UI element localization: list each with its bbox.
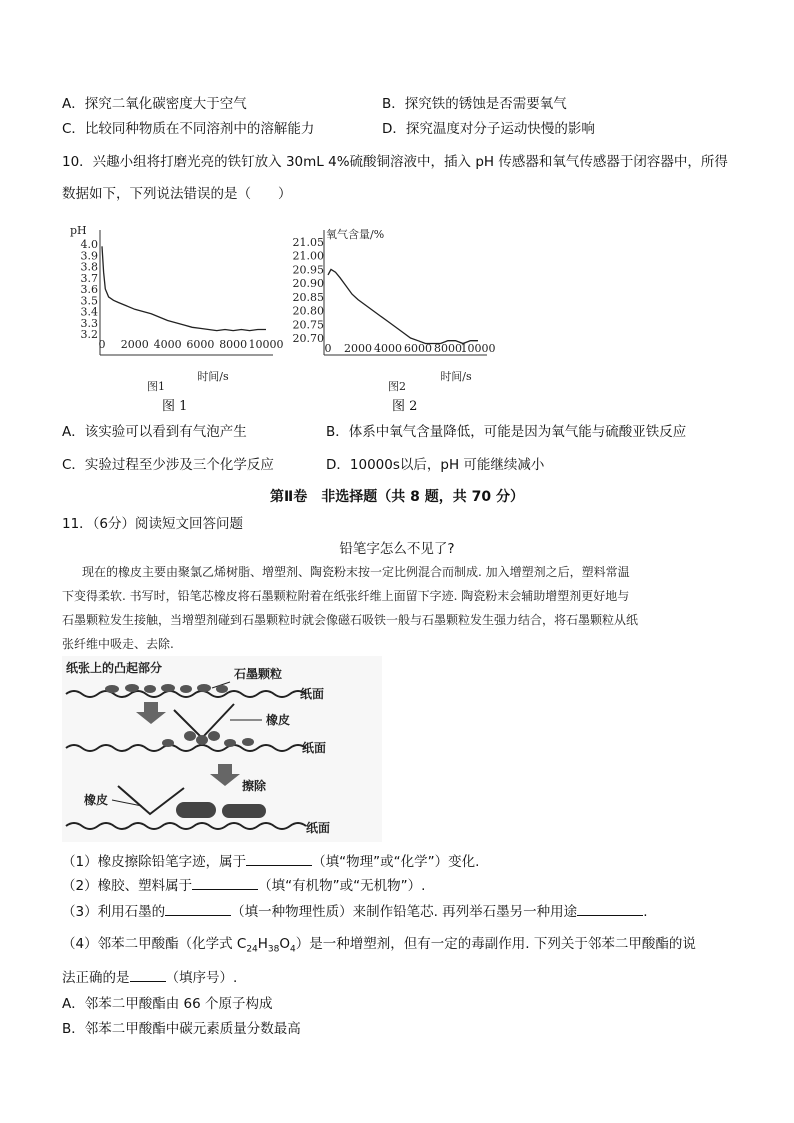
q11-sub2-text-a: （2）橡胶、塑料属于 <box>62 878 193 894</box>
c1-xtick-label: 2000 <box>120 338 149 351</box>
c1-ytick-label: 3.7 <box>80 271 98 285</box>
c2-ytick-label: 20.95 <box>292 263 324 277</box>
q11-sub1 <box>62 850 479 870</box>
c1-ytick-label: 4.0 <box>80 238 98 251</box>
diagram-label-graphite: 石墨颗粒 <box>234 667 283 681</box>
article-line1: 现在的橡皮主要由聚氯乙烯树脂、增塑剂、陶瓷粉末按一定比例混合而制成. 加入增塑剂之后，塑料常温 <box>82 565 630 579</box>
q11-sub4-line2 <box>62 966 237 986</box>
q10-stem-line2: 数据如下，下列说法错误的是（ ） <box>62 186 292 202</box>
formula-subscript-o: 4 <box>290 944 296 955</box>
figure1-caption: 图 1 <box>162 399 188 414</box>
diagram-label-eraser-1: 橡皮 <box>266 713 291 727</box>
q11-sub3-text-a: （3）利用石墨的 <box>62 904 166 920</box>
c2-xtick-label: 4000 <box>374 342 402 355</box>
q9-option-c: C．比较同种物质在不同溶剂中的溶解能力 <box>62 121 315 137</box>
c1-xtick-label: 6000 <box>186 338 215 351</box>
formula-h: H <box>257 936 268 952</box>
q11-sub3 <box>62 900 647 920</box>
diagram-label-remove: 擦除 <box>242 779 267 793</box>
c2-xtick-label: 0 <box>324 342 332 355</box>
oxygen-chart-ylabel: 氧气含量/% <box>326 228 385 241</box>
q9-option-d: D．探究温度对分子运动快慢的影响 <box>382 121 595 137</box>
c1-xtick-label: 0 <box>98 338 106 351</box>
q11-sub4-text-a: （4）邻苯二甲酸酯（化学式 C <box>62 936 247 952</box>
oxygen-chart-xlabel: 时间/s <box>440 370 472 383</box>
oxygen-chart-inner-caption: 图2 <box>388 380 406 392</box>
c2-ytick-label: 21.05 <box>292 236 324 249</box>
q10-option-b: B．体系中氧气含量降低，可能是因为氧气能与硫酸亚铁反应 <box>326 424 687 440</box>
formula-subscript-c: 24 <box>246 944 258 955</box>
c1-xtick-label: 10000 <box>248 338 283 351</box>
q10-stem-line1: 10．兴趣小组将打磨光亮的铁钉放入 30mL 4%硫酸铜溶液中，插入 pH 传感器和氧气传感器于闭容器中，所得 <box>62 154 728 170</box>
q11-stem: 11．（6分）阅读短文回答问题 <box>62 516 244 532</box>
diagram-label-paper-3: 纸面 <box>306 821 331 835</box>
c2-ytick-label: 21.00 <box>292 249 324 263</box>
q11-sub3-text-c: . <box>643 904 648 920</box>
ph-chart-xlabel: 时间/s <box>197 370 229 383</box>
q10-option-c: C．实验过程至少涉及三个化学反应 <box>62 457 274 473</box>
q11-sub4-blank[interactable] <box>130 967 166 982</box>
q11-sub4-line2-text-b: （填序号）. <box>165 970 238 986</box>
ph-chart <box>68 210 283 392</box>
diagram-label-paper-bump: 纸张上的凸起部分 <box>66 661 163 675</box>
oxygen-chart <box>282 212 497 392</box>
oxygen-chart-series-line <box>328 269 478 343</box>
article-title: 铅笔字怎么不见了? <box>339 541 455 557</box>
formula-o: O <box>279 936 291 952</box>
ph-chart-series-line <box>102 246 266 330</box>
q11-sub1-blank[interactable] <box>246 851 312 866</box>
c2-ytick-label: 20.75 <box>292 318 324 332</box>
q9-option-b: B．探究铁的锈蚀是否需要氧气 <box>382 96 567 112</box>
c1-xtick-label: 4000 <box>153 338 182 351</box>
q11-sub4-text-b: ）是一种增塑剂，但有一定的毒副作用. 下列关于邻苯二甲酸酯的说 <box>295 936 696 952</box>
c2-xtick-label: 8000 <box>434 342 462 355</box>
c2-ytick-label: 20.85 <box>292 290 324 304</box>
article-line4: 张纤维中吸走、去除. <box>62 637 174 651</box>
ph-chart-inner-caption: 图1 <box>147 380 165 392</box>
section2-title: 第Ⅱ卷 非选择题（共 8 题，共 70 分） <box>270 489 524 505</box>
c1-ytick-label: 3.2 <box>80 328 98 341</box>
c2-ytick-label: 20.90 <box>292 277 324 291</box>
c1-ytick-label: 3.8 <box>80 260 98 274</box>
c1-ytick-label: 3.4 <box>80 305 98 319</box>
q11-sub3-blank-2[interactable] <box>577 901 643 916</box>
q11-sub1-text-a: （1）橡皮擦除铅笔字迹，属于 <box>62 854 247 870</box>
figure2-caption: 图 2 <box>392 399 418 414</box>
q11-sub2-text-b: （填“有机物”或“无机物”）. <box>258 878 426 894</box>
c1-ytick-label: 3.6 <box>80 283 98 296</box>
formula-subscript-h: 38 <box>267 944 280 955</box>
q11-sub2 <box>62 874 425 894</box>
q11-sub3-text-b: （填一种物理性质）来制作铅笔芯. 再列举石墨另一种用途 <box>231 904 578 920</box>
c1-ytick-label: 3.3 <box>80 316 98 330</box>
diagram-background <box>62 656 382 842</box>
q10-option-a: A．该实验可以看到有气泡产生 <box>62 424 247 440</box>
q11-sub4-line2-text-a: 法正确的是 <box>62 970 130 986</box>
diagram-label-eraser-2: 橡皮 <box>84 793 109 807</box>
diagram-label-paper-1: 纸面 <box>300 687 325 701</box>
q11-sub4-line1 <box>62 932 696 955</box>
q11-sub2-blank[interactable] <box>192 875 258 890</box>
c2-xtick-label: 2000 <box>344 342 372 355</box>
c2-ytick-label: 20.80 <box>292 304 324 318</box>
c2-xtick-label: 10000 <box>460 342 496 355</box>
c2-ytick-label: 20.70 <box>292 332 324 345</box>
q11-option-b: B．邻苯二甲酸酯中碳元素质量分数最高 <box>62 1021 301 1037</box>
diagram-label-paper-2: 纸面 <box>302 741 327 755</box>
ph-chart-ylabel: pH <box>70 224 87 237</box>
q11-sub1-text-b: （填“物理”或“化学”）变化. <box>312 854 480 870</box>
q10-option-d: D．10000s以后，pH 可能继续减小 <box>326 457 545 473</box>
q11-sub3-blank-1[interactable] <box>165 901 231 916</box>
c1-ytick-label: 3.5 <box>80 294 98 308</box>
c2-xtick-label: 6000 <box>404 342 432 355</box>
q9-option-a: A．探究二氧化碳密度大于空气 <box>62 96 247 112</box>
q11-option-a: A．邻苯二甲酸酯由 66 个原子构成 <box>62 996 273 1012</box>
eraser-diagram <box>62 656 382 842</box>
c1-ytick-label: 3.9 <box>80 249 98 263</box>
article-line2: 下变得柔软. 书写时，铅笔芯橡皮将石墨颗粒附着在纸张纤维上面留下字迹. 陶瓷粉末会辅助增塑剂更好地与 <box>62 589 630 603</box>
article-line3: 石墨颗粒发生接触，当增塑剂碰到石墨颗粒时就会像磁石吸铁一般与石墨颗粒发生强力结合，将石墨颗粒从纸 <box>62 613 639 627</box>
c1-xtick-label: 8000 <box>219 338 248 351</box>
